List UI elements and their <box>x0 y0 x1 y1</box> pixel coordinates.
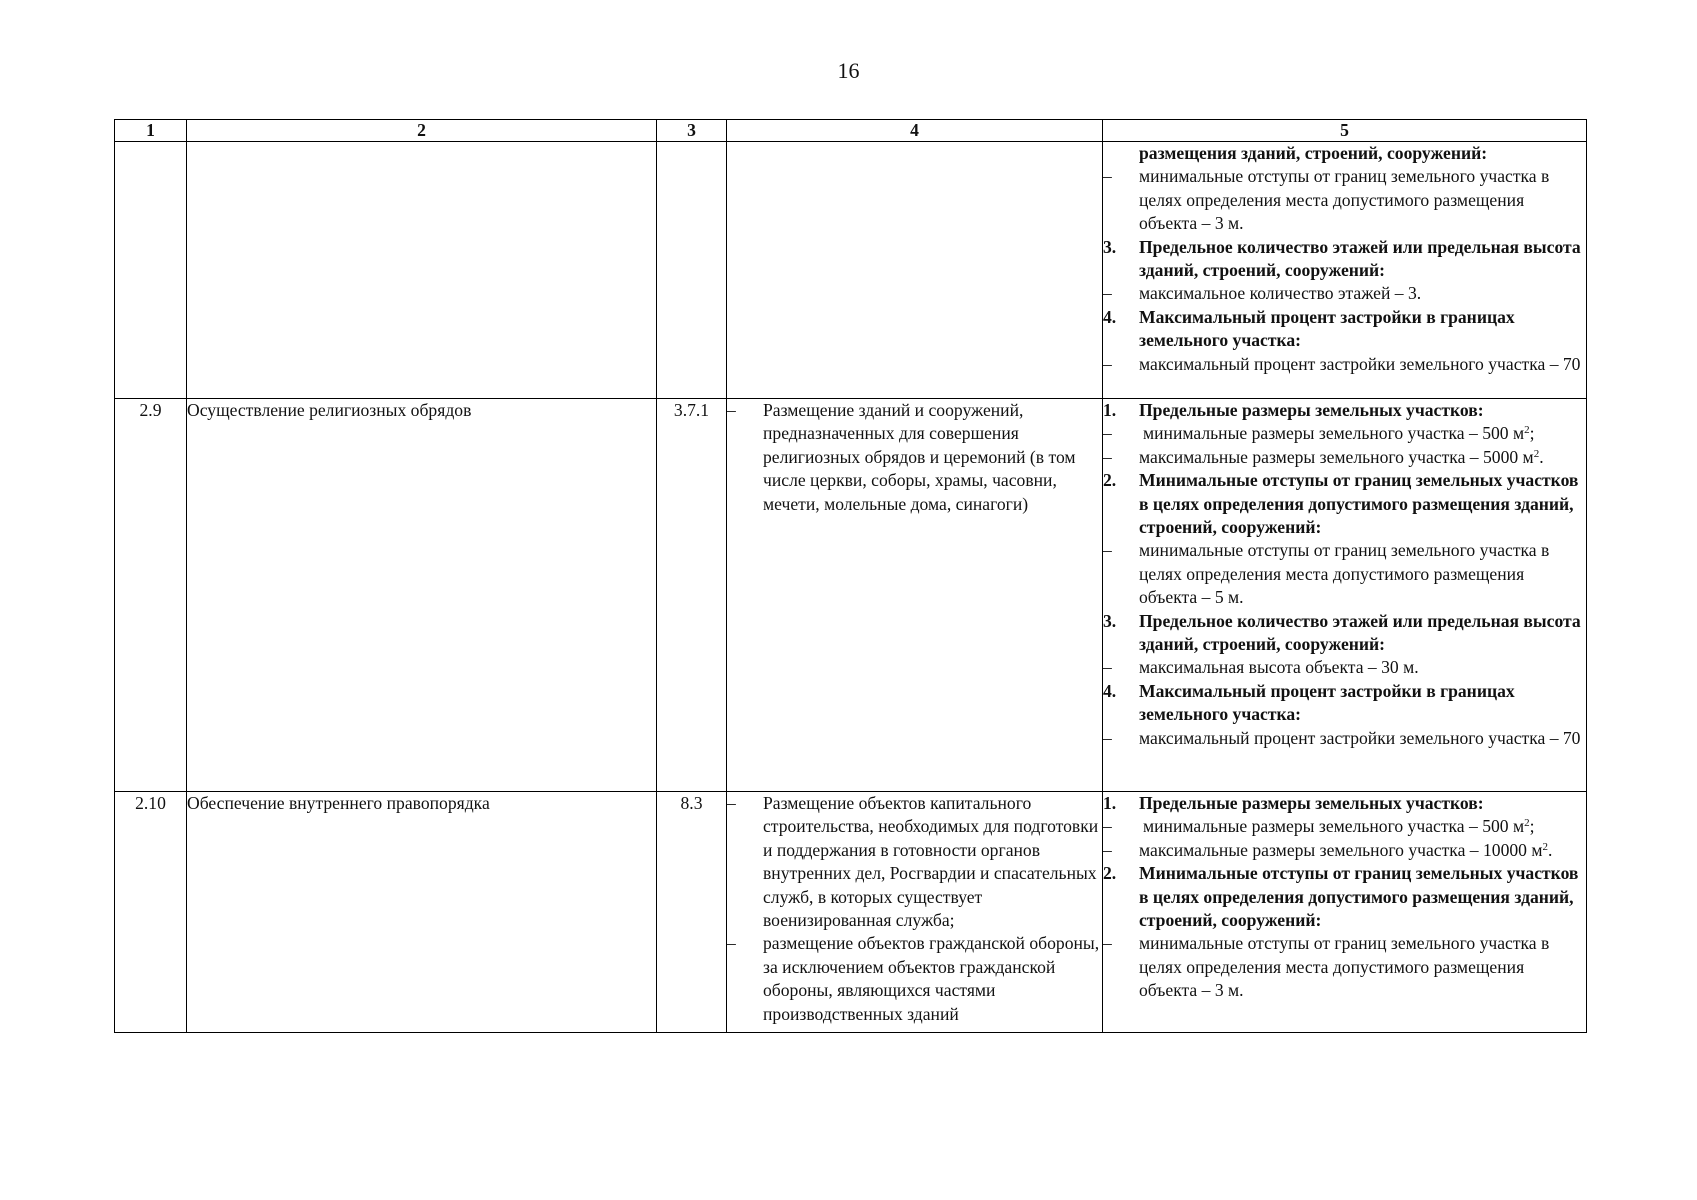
parameter-text <box>1139 839 1586 862</box>
superscript: 2 <box>1524 817 1530 830</box>
parameter-text-main: Предельное количество этажей или предельная высота зданий, строений, сооружений: <box>1139 236 1581 281</box>
table-row <box>115 399 1587 792</box>
parameter-text <box>1139 282 1586 305</box>
parameter-text <box>1139 165 1586 235</box>
parameter-value <box>1103 446 1586 469</box>
parameter-text <box>1143 815 1586 838</box>
parameter-text-main: минимальные отступы от границ земельного участка в целях определения места допустимого размещения объекта – 3 м. <box>1139 166 1550 234</box>
description-text: Размещение зданий и сооружений, предназначенных для совершения религиозных обрядов и церемоний (в том числе церкви, соборы, храмы, часовни, мечети, молельные дома, синагоги) <box>763 400 1076 514</box>
parameter-text-tail: ; <box>1529 816 1535 837</box>
parameter-text-main: максимальное количество этажей – 3. <box>1139 283 1422 304</box>
parameter-text-main: Минимальные отступы от границ земельных участков в целях определения допустимого размещения зданий, строений, сооружений: <box>1139 863 1579 931</box>
parameter-text-main: максимальные размеры земельного участка – 10000 м <box>1139 839 1543 860</box>
list-number: 2. <box>1103 470 1117 491</box>
parameter-text-main: максимальные размеры земельного участка – 5000 м <box>1139 446 1534 467</box>
description-item <box>727 792 1102 932</box>
use-name-cell: Обеспечение внутреннего правопорядка <box>187 792 657 1033</box>
header-col-1: 1 <box>115 120 187 142</box>
dash-marker: – <box>1103 816 1112 837</box>
parameter-heading <box>1103 469 1586 539</box>
parameter-continuation: размещения зданий, строений, сооружений: <box>1139 143 1488 163</box>
parameter-value <box>1103 353 1586 376</box>
parameter-text <box>1139 862 1586 932</box>
parameter-heading <box>1103 862 1586 932</box>
parameter-text <box>1139 539 1586 609</box>
superscript: 2 <box>1533 447 1540 460</box>
dash-marker: – <box>1103 657 1112 678</box>
description-text: Размещение объектов капитального строительства, необходимых для подготовки и поддержания в готовности органов внутренних дел, Росгвардии и спасательных служб, в которых существует военизированная служба; <box>763 793 1099 931</box>
dash-marker: – <box>727 793 736 813</box>
list-number: 3. <box>1103 610 1117 631</box>
superscript: 2 <box>1524 424 1530 437</box>
parameter-text <box>1139 727 1586 750</box>
dash-marker: – <box>1103 933 1112 954</box>
superscript: 2 <box>1542 840 1548 853</box>
parameter-text-main: Минимальные отступы от границ земельных участков в целях определения допустимого размещения зданий, строений, сооружений: <box>1139 470 1579 538</box>
dash-marker: – <box>1103 353 1112 374</box>
parameter-heading <box>1103 399 1586 422</box>
use-code-cell <box>657 142 727 399</box>
parameter-text-main: минимальные отступы от границ земельного участка в целях определения места допустимого размещения объекта – 5 м. <box>1139 540 1550 608</box>
parameter-value <box>1103 932 1586 1002</box>
parameter-text-main: максимальный процент застройки земельного участка – 70 <box>1139 353 1581 374</box>
dash-marker: – <box>1103 727 1112 748</box>
parameter-text-main: Предельные размеры земельных участков: <box>1139 400 1484 420</box>
dash-marker: – <box>1103 166 1112 187</box>
parameter-text-main: минимальные размеры земельного участка – 500 м <box>1143 816 1525 837</box>
parameter-text <box>1143 422 1586 445</box>
parameter-text <box>1139 656 1586 679</box>
table-row <box>115 142 1587 399</box>
parameter-text-main: Максимальный процент застройки в границах земельного участка: <box>1139 680 1515 725</box>
row-number-cell: 2.9 <box>115 399 187 792</box>
header-col-4: 4 <box>727 120 1103 142</box>
parameter-value <box>1103 282 1586 305</box>
use-code-cell: 8.3 <box>657 792 727 1033</box>
parameter-value <box>1103 656 1586 679</box>
row-number-cell <box>115 142 187 399</box>
regulations-table <box>114 119 1587 1033</box>
parameter-value <box>1103 839 1586 862</box>
parameter-text-main: максимальная высота объекта – 30 м. <box>1139 657 1419 678</box>
parameter-text <box>1139 469 1586 539</box>
list-number: 1. <box>1103 793 1117 813</box>
list-number: 3. <box>1103 236 1117 257</box>
parameter-value <box>1103 727 1586 750</box>
row-number-cell: 2.10 <box>115 792 187 1033</box>
list-number: 2. <box>1103 863 1117 884</box>
parameter-text-main: максимальный процент застройки земельного участка – 70 <box>1139 727 1581 748</box>
use-code-cell: 3.7.1 <box>657 399 727 792</box>
description-text: размещение объектов гражданской обороны, за исключением объектов гражданской обороны, являющихся частями производственных зданий <box>763 933 1100 1024</box>
parameters-cell <box>1103 792 1587 1033</box>
parameter-text <box>1139 610 1586 657</box>
parameter-heading <box>1103 680 1586 727</box>
parameter-text <box>1139 680 1586 727</box>
dash-marker: – <box>1103 283 1112 304</box>
page-number: 16 <box>837 58 860 83</box>
header-col-2: 2 <box>187 120 657 142</box>
parameter-text-tail: ; <box>1529 423 1535 444</box>
parameter-text <box>1139 236 1586 283</box>
parameters-cell <box>1103 142 1587 399</box>
parameter-heading <box>1103 236 1586 283</box>
list-number: 4. <box>1103 680 1117 701</box>
table-row <box>115 792 1587 1033</box>
dash-marker: – <box>1103 446 1112 467</box>
parameter-text-main: Предельные размеры земельных участков: <box>1139 793 1484 813</box>
parameter-text <box>1139 792 1586 815</box>
description-item <box>727 932 1102 1026</box>
parameter-text-main: Предельное количество этажей или предельная высота зданий, строений, сооружений: <box>1139 610 1581 655</box>
use-name-cell <box>187 142 657 399</box>
use-name-cell: Осуществление религиозных обрядов <box>187 399 657 792</box>
list-number: 4. <box>1103 306 1117 327</box>
parameter-value <box>1103 422 1586 445</box>
parameter-text-main: Максимальный процент застройки в границах земельного участка: <box>1139 306 1515 351</box>
dash-marker: – <box>1103 540 1112 561</box>
description-item <box>727 399 1102 516</box>
parameter-value <box>1103 815 1586 838</box>
parameters-cell <box>1103 399 1587 792</box>
parameter-text <box>1139 446 1586 469</box>
parameter-value <box>1103 539 1586 609</box>
parameter-heading <box>1103 610 1586 657</box>
parameter-heading <box>1103 306 1586 353</box>
header-col-3: 3 <box>657 120 727 142</box>
description-cell <box>727 792 1103 1033</box>
dash-marker: – <box>727 933 736 954</box>
header-row <box>115 120 1587 142</box>
parameter-value <box>1103 165 1586 235</box>
parameter-text <box>1139 306 1586 353</box>
parameter-heading <box>1103 792 1586 815</box>
dash-marker: – <box>1103 423 1112 444</box>
description-cell <box>727 399 1103 792</box>
dash-marker: – <box>727 400 736 420</box>
description-cell <box>727 142 1103 399</box>
parameter-text-tail: . <box>1539 446 1544 467</box>
parameter-text <box>1139 399 1586 422</box>
dash-marker: – <box>1103 839 1112 860</box>
list-number: 1. <box>1103 400 1117 420</box>
parameter-text <box>1139 932 1586 1002</box>
parameter-text-main: минимальные отступы от границ земельного участка в целях определения места допустимого размещения объекта – 3 м. <box>1139 933 1550 1001</box>
parameter-text <box>1139 353 1586 376</box>
header-col-5: 5 <box>1103 120 1587 142</box>
parameter-text-main: минимальные размеры земельного участка – 500 м <box>1143 423 1525 444</box>
parameter-text-tail: . <box>1548 839 1553 860</box>
